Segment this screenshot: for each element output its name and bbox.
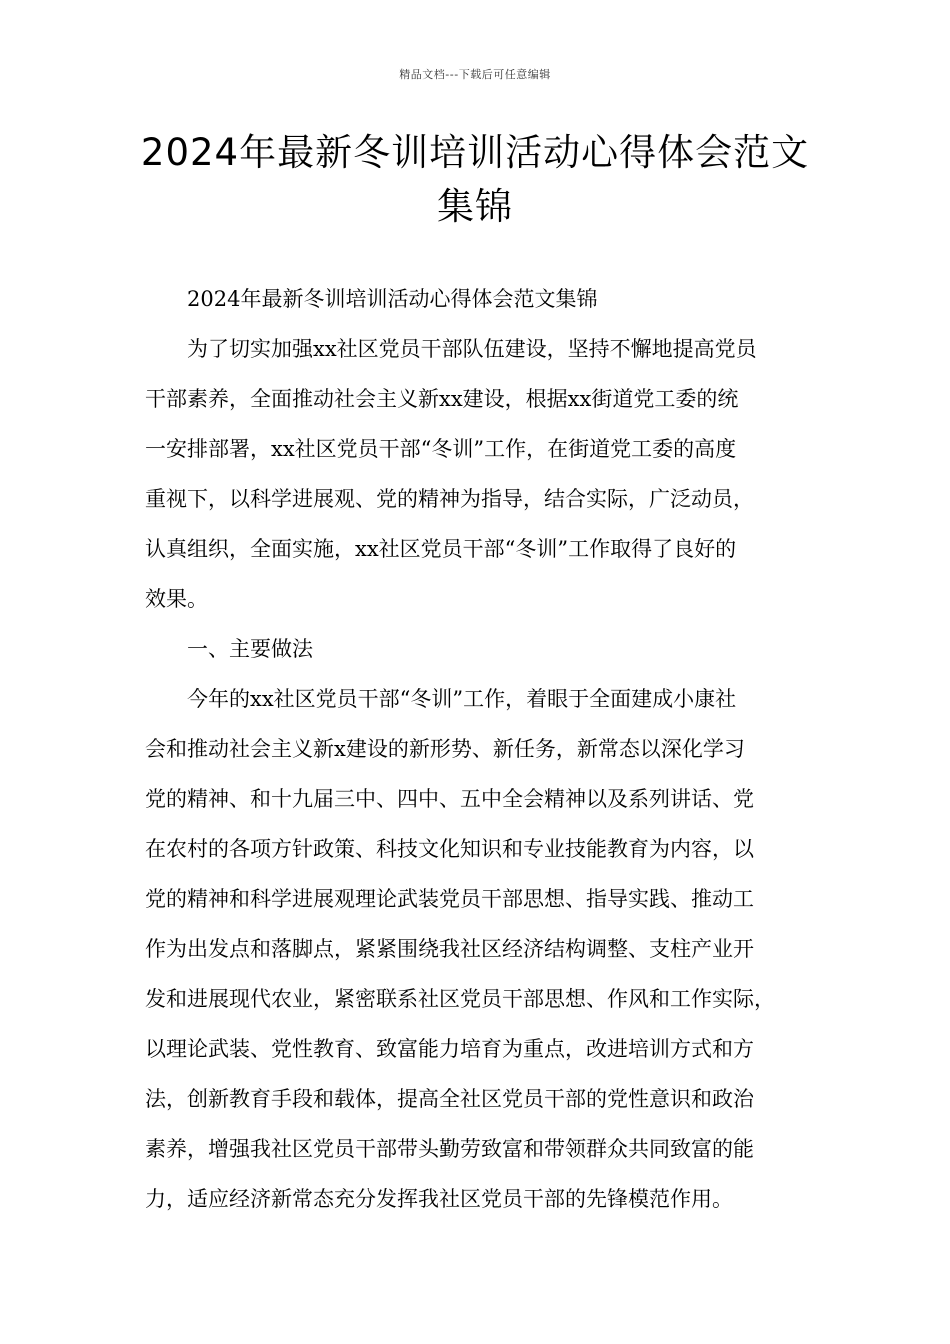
subtitle-paragraph: 2024年最新冬训培训活动心得体会范文集锦 [187, 287, 598, 311]
document-body [145, 274, 815, 1224]
intro-paragraph: 为了切实加强xx社区党员干部队伍建设，坚持不懈地提高党员 干部素养，全面推动社会主义新xx建设，根据xx街道党工委的统 一安排部署，xx社区党员干部“冬训”工作，在街道党工委的高度 重视下，以科学进展观、党的精神为指导，结合实际，广泛动员， 认真组织，全面实施，xx社区党员干部“冬训”工作取得了良好的 效果。 [145, 337, 757, 611]
document-title: 2024年最新冬训培训活动心得体会范文 集锦 [140, 131, 810, 228]
body-paragraph: 今年的xx社区党员干部“冬训”工作，着眼于全面建成小康社 会和推动社会主义新x建设的新形势、新任务，新常态以深化学习 党的精神、和十九届三中、四中、五中全会精神以及系列讲话、党 在农村的各项方针政策、科技文化知识和专业技能教育为内容，以 党的精神和科学进展观理论武装党员干部思想、指导实践、推动工 作为出发点和落脚点，紧紧围绕我社区经济结构调整、支柱产业开 发和进展现代农业，紧密联系社区党员干部思想、作风和工作实际， 以理论武装、党性教育、致富能力培育为重点，改进培训方式和方 法，创新教育手段和载体，提高全社区党员干部的党性意识和政治 素养，增强我社区党员干部带头勤劳致富和带领群众共同致富的能 力，适应经济新常态充分发挥我社区党员干部的先锋模范作用。 [145, 687, 775, 1211]
section-heading: 一、主要做法 [187, 637, 313, 661]
page-header-note: 精品文档---下载后可任意编辑 [399, 68, 551, 81]
